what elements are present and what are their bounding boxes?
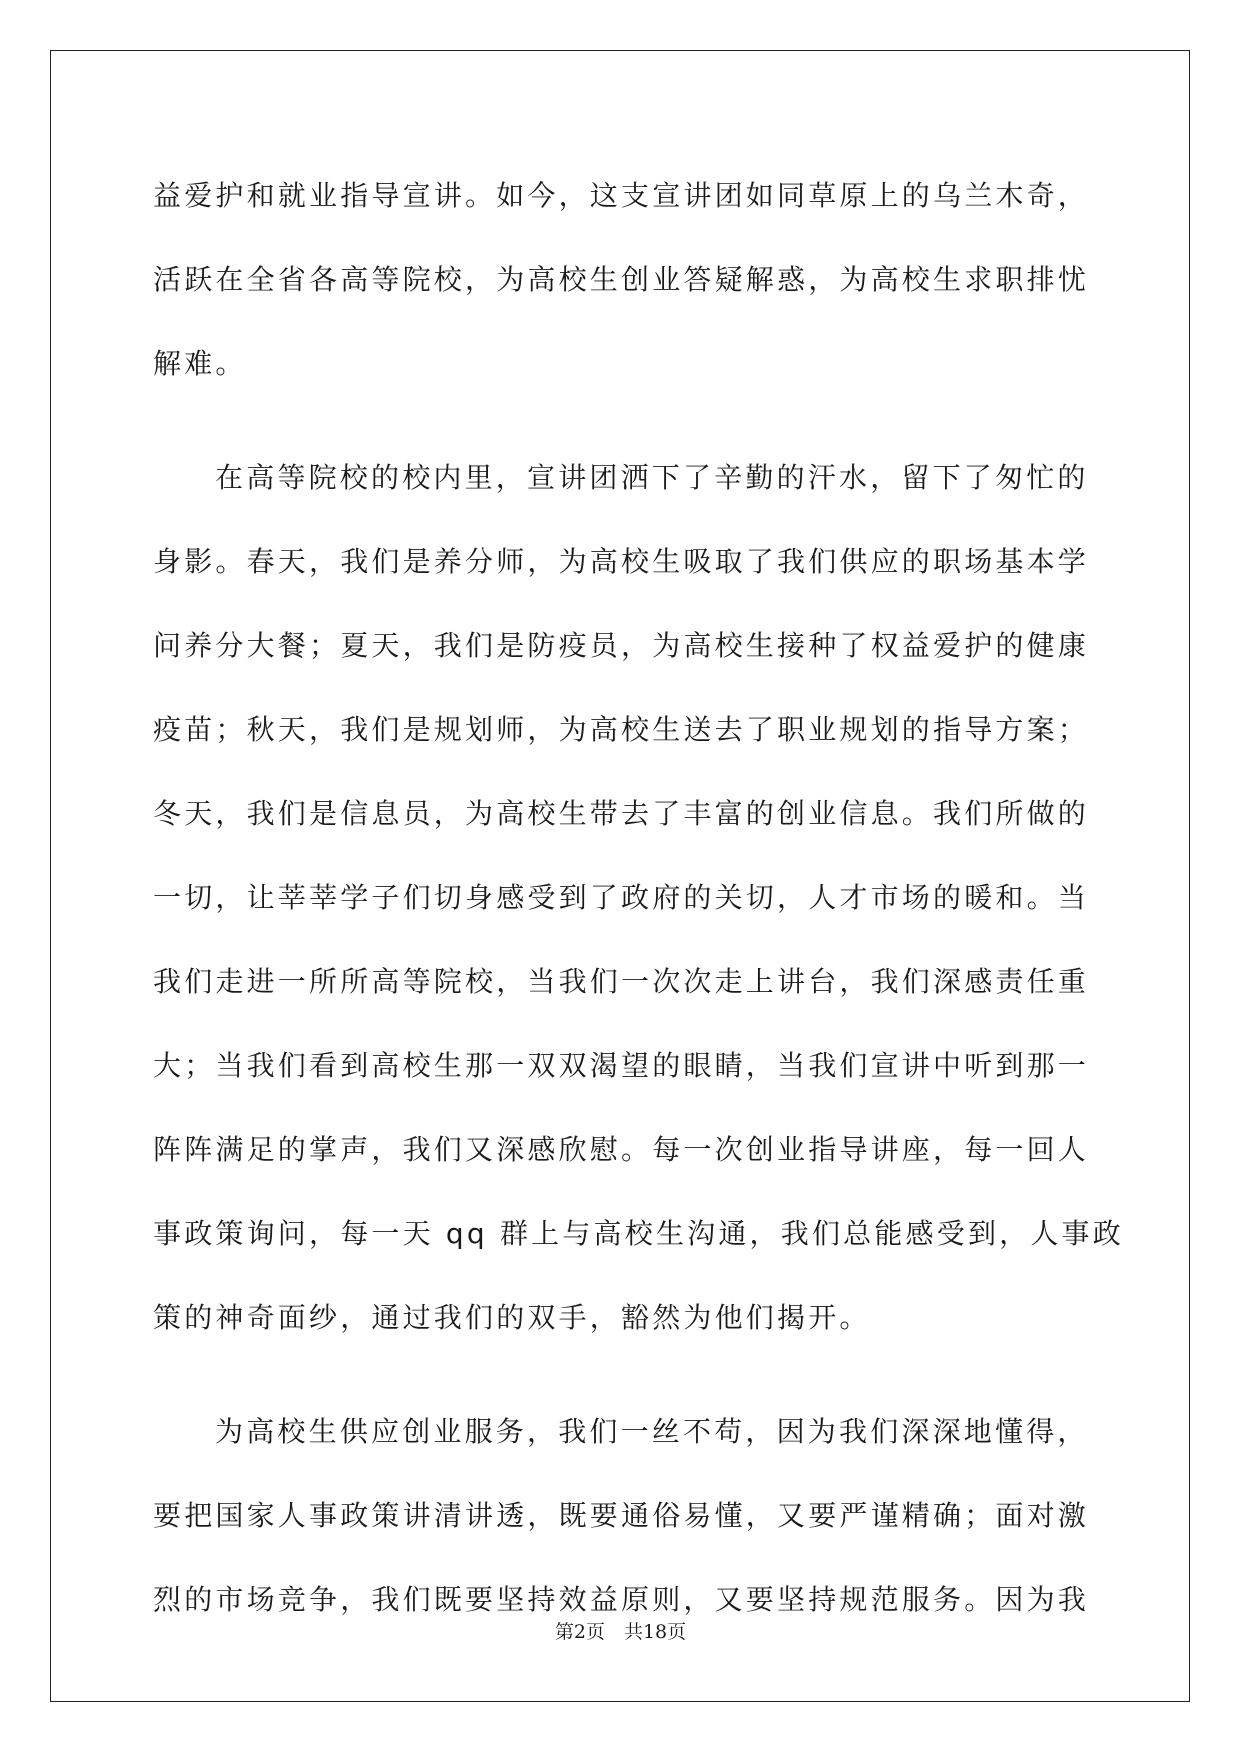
text-line: 要把国家人事政策讲清讲透，既要通俗易懂，又要严谨精确；面对激 [153,1499,1090,1532]
text-line: 一切，让莘莘学子们切身感受到了政府的关切，人才市场的暖和。当 [153,881,1090,914]
text-line: 疫苗；秋天，我们是规划师，为高校生送去了职业规划的指导方案； [153,713,1090,746]
text-line: 解难。 [153,347,247,380]
text-line: 活跃在全省各高等院校，为高校生创业答疑解惑，为高校生求职排忧 [153,263,1090,296]
text-line: 在高等院校的校内里，宣讲团洒下了辛勤的汗水，留下了匆忙的 [215,461,1089,494]
text-line: 问养分大餐；夏天，我们是防疫员，为高校生接种了权益爱护的健康 [153,629,1090,662]
text-line: 阵阵满足的掌声，我们又深感欣慰。每一次创业指导讲座，每一回人 [153,1133,1090,1166]
text-line: 事政策询问，每一天 qq 群上与高校生沟通，我们总能感受到，人事政 [153,1217,1124,1250]
page-footer: 第2页 共18页 [554,1621,687,1643]
text-line: 烈的市场竞争，我们既要坚持效益原则，又要坚持规范服务。因为我 [153,1583,1090,1616]
text-line: 为高校生供应创业服务，我们一丝不苟，因为我们深深地懂得， [215,1415,1089,1448]
text-line: 策的神奇面纱，通过我们的双手，豁然为他们揭开。 [153,1301,871,1334]
text-line: 身影。春天，我们是养分师，为高校生吸取了我们供应的职场基本学 [153,545,1090,578]
text-line: 冬天，我们是信息员，为高校生带去了丰富的创业信息。我们所做的 [153,797,1090,830]
text-line: 大；当我们看到高校生那一双双渴望的眼睛，当我们宣讲中听到那一 [153,1049,1090,1082]
text-line: 我们走进一所所高等院校，当我们一次次走上讲台，我们深感责任重 [153,965,1090,998]
text-line: 益爱护和就业指导宣讲。如今，这支宣讲团如同草原上的乌兰木奇， [153,179,1090,212]
